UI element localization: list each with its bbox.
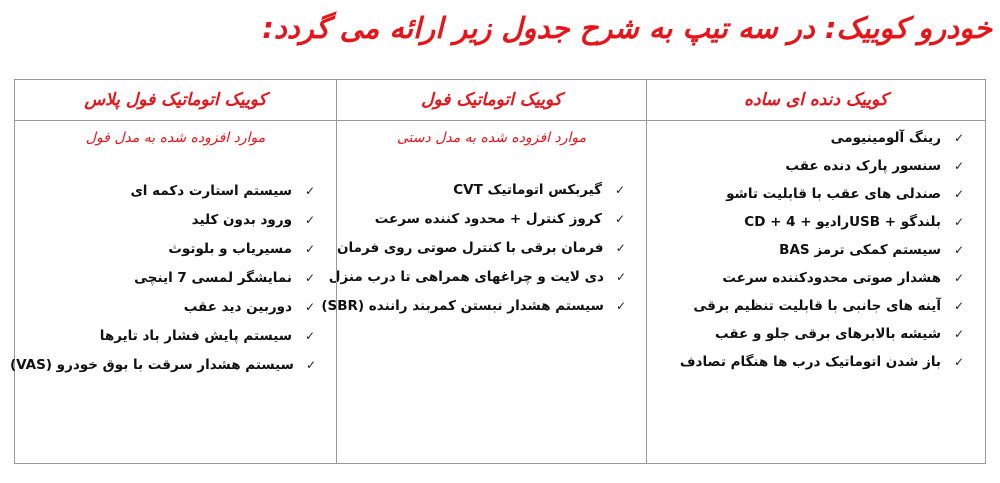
feature-text: سیستم کمکی ترمز BAS <box>779 242 941 258</box>
feature-item <box>647 124 965 152</box>
column-subtitle: موارد افزوده شده به مدل دستی <box>396 130 587 146</box>
check-icon: ✓ <box>614 211 626 226</box>
feature-text: دوربین دید عقب <box>183 298 292 315</box>
feature-item <box>15 321 316 350</box>
check-icon: ✓ <box>953 187 965 201</box>
feature-text: ورود بدون کلید <box>191 211 292 228</box>
column-header: کوییک اتوماتیک فول <box>337 80 646 121</box>
column-subtitle: موارد افزوده شده به مدل فول <box>85 130 266 146</box>
feature-text: گیربکس اتوماتیک CVT <box>453 181 602 198</box>
check-icon: ✓ <box>615 269 626 284</box>
check-icon: ✓ <box>304 299 316 314</box>
feature-list <box>321 147 646 320</box>
check-icon: ✓ <box>953 271 965 285</box>
page-title: خودرو کوییک: در سه تیپ به شرح جدول زیر ارائه می گردد: <box>262 11 992 45</box>
check-icon: ✓ <box>614 182 626 197</box>
feature-item <box>647 292 965 320</box>
feature-item <box>15 205 316 234</box>
check-icon: ✓ <box>953 131 965 145</box>
column-automatic-full-plus <box>9 80 337 463</box>
check-icon: ✓ <box>304 183 316 198</box>
feature-text: سیستم هشدار نبستن کمربند راننده (SBR) <box>321 297 604 314</box>
feature-item <box>647 180 965 208</box>
check-icon: ✓ <box>953 355 965 369</box>
feature-item <box>15 176 316 205</box>
check-icon: ✓ <box>953 243 965 257</box>
column-header: کوییک دنده ای ساده <box>647 80 985 121</box>
feature-text: رینگ آلومینیومی <box>830 130 941 146</box>
feature-text: دی لایت و چراغهای همراهی تا درب منزل <box>328 268 604 285</box>
column-header: کوییک اتوماتیک فول پلاس <box>15 80 336 121</box>
feature-text: فرمان برقی با کنترل صوتی روی فرمان <box>337 239 604 256</box>
feature-item <box>15 234 316 263</box>
feature-text: صندلی های عقب با قابلیت تاشو <box>726 186 941 202</box>
feature-text: سیستم پایش فشار باد تایرها <box>99 327 292 344</box>
feature-item <box>337 233 626 262</box>
feature-text: CD + رادیو + 4USB + بلندگو <box>744 214 941 230</box>
feature-text: سیستم هشدار سرقت با بوق خودرو (VAS) <box>9 356 294 373</box>
check-icon: ✓ <box>953 299 965 313</box>
feature-item <box>647 320 965 348</box>
feature-item <box>15 292 316 321</box>
column-manual-basic <box>647 80 985 463</box>
check-icon: ✓ <box>304 241 316 256</box>
feature-list <box>9 147 336 379</box>
check-icon: ✓ <box>304 328 316 343</box>
feature-item <box>9 350 316 379</box>
check-icon: ✓ <box>953 159 965 173</box>
feature-item <box>647 264 965 292</box>
feature-item <box>647 348 965 376</box>
feature-text: آینه های جانبی با قابلیت تنظیم برقی <box>693 298 941 314</box>
check-icon: ✓ <box>953 327 965 341</box>
trim-comparison-table <box>9 79 986 464</box>
feature-text: کروز کنترل + محدود کننده سرعت <box>374 210 602 227</box>
feature-text: نمایشگر لمسی 7 اینچی <box>134 269 292 286</box>
feature-item <box>337 175 626 204</box>
feature-item <box>647 236 965 264</box>
feature-item <box>647 208 965 236</box>
feature-item <box>647 152 965 180</box>
check-icon: ✓ <box>304 270 316 285</box>
check-icon: ✓ <box>615 298 626 313</box>
feature-text: مسیریاب و بلوتوث <box>168 240 292 257</box>
feature-text: هشدار صوتی محدودکننده سرعت <box>722 270 941 286</box>
check-icon: ✓ <box>304 212 316 227</box>
check-icon: ✓ <box>615 240 626 255</box>
feature-item <box>15 263 316 292</box>
check-icon: ✓ <box>953 215 965 229</box>
feature-item <box>337 204 626 233</box>
feature-text: باز شدن اتوماتیک درب ها هنگام تصادف <box>679 354 941 370</box>
feature-item <box>321 291 626 320</box>
feature-text: سیستم استارت دکمه ای <box>130 182 292 199</box>
feature-list <box>647 121 985 376</box>
feature-text: سنسور پارک دنده عقب <box>785 158 941 174</box>
feature-item <box>328 262 626 291</box>
column-automatic-full <box>321 80 647 463</box>
check-icon: ✓ <box>305 357 316 372</box>
feature-text: شیشه بالابرهای برقی جلو و عقب <box>715 326 941 342</box>
